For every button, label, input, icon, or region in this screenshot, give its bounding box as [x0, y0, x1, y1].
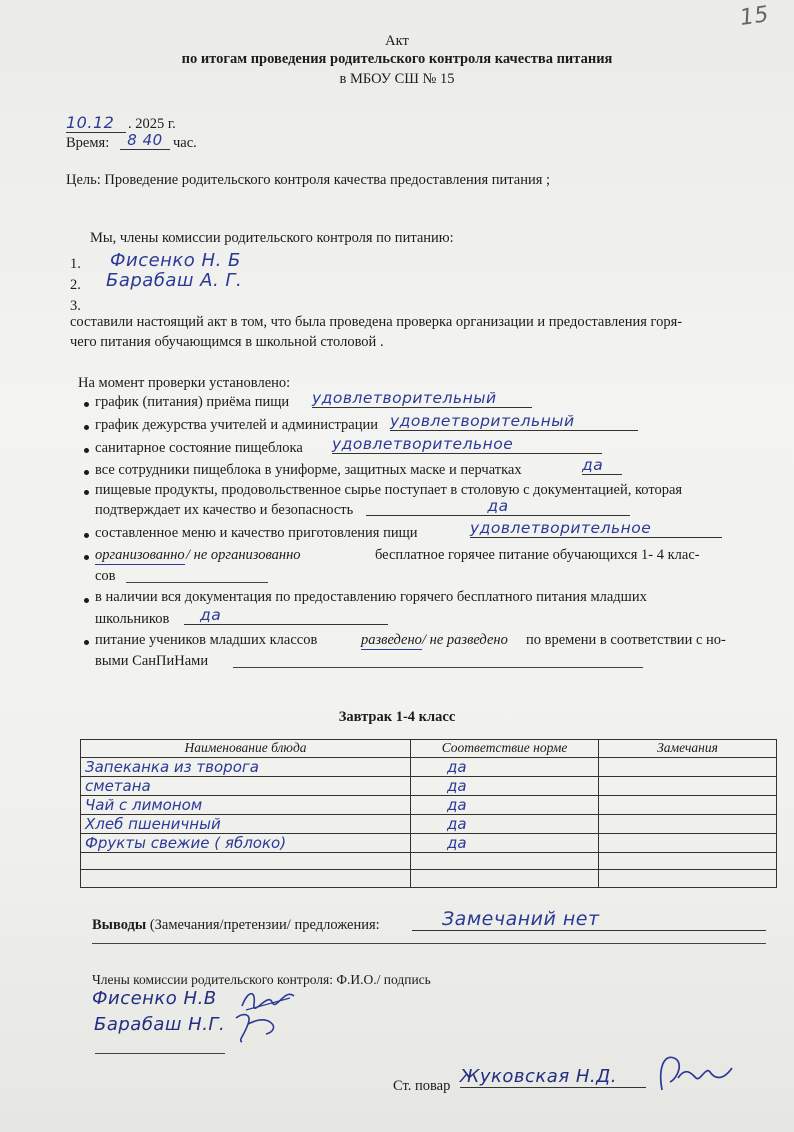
note-cell — [599, 852, 777, 870]
finding-7-text: бесплатное горячее питание обучающихся 1- 4 клас- — [375, 547, 700, 563]
bullet-4 — [84, 470, 89, 475]
conclusions-value: Замечаний нет — [412, 908, 766, 931]
bullet-5 — [84, 490, 89, 495]
findings-intro: На момент проверки установлено: — [78, 375, 291, 391]
finding-9-not-separated: / не разведено — [422, 632, 508, 648]
signature-name-1: Фисенко Н.В — [92, 988, 217, 1009]
finding-9-label: питание учеников младших классов — [95, 632, 318, 648]
finding-7-blank — [126, 582, 268, 583]
col-dish-header: Наименование блюда — [81, 740, 411, 758]
finding-4-value: да — [582, 456, 622, 475]
norm-cell — [411, 870, 599, 888]
finding-8-value: да — [184, 606, 388, 625]
norm-cell: да — [411, 795, 599, 814]
table-row — [81, 852, 777, 870]
note-cell — [599, 776, 777, 795]
conclusions-label-bold: Выводы — [92, 917, 147, 933]
note-cell — [599, 870, 777, 888]
dish-cell — [81, 870, 411, 888]
note-cell — [599, 757, 777, 776]
members-intro: Мы, члены комиссии родительского контроля по питанию: — [90, 230, 454, 246]
time-label: Время: — [66, 135, 110, 151]
breakfast-title: Завтрак 1-4 класс — [338, 709, 456, 725]
finding-7-not-organized: / не организованно — [186, 547, 301, 563]
finding-9-blank — [233, 667, 643, 668]
note-cell — [599, 795, 777, 814]
conclusions-label-rest: (Замечания/претензии/ предложения: — [146, 917, 380, 933]
corner-page-note: 15 — [738, 2, 771, 31]
dish-cell: Фрукты свежие ( яблоко) — [81, 833, 411, 852]
table-row — [81, 833, 777, 852]
date-value: 10.12 — [66, 113, 126, 133]
dish-cell: Чай с лимоном — [81, 795, 411, 814]
finding-5-value: да — [366, 497, 630, 516]
signature-scribble-2 — [230, 1010, 280, 1044]
statement-line-2: чего питания обучающимся в школьной столовой . — [70, 334, 384, 350]
doc-school: в МБОУ СШ № 15 — [339, 71, 455, 87]
member-num-3: 3. — [70, 298, 81, 314]
conclusions-label — [92, 917, 380, 934]
finding-2-value: удовлетворительный — [390, 412, 638, 431]
norm-cell: да — [411, 833, 599, 852]
note-cell — [599, 814, 777, 833]
table-row — [81, 814, 777, 833]
col-norm-header: Соответствие норме — [411, 740, 599, 758]
bullet-3 — [84, 448, 89, 453]
bullet-7 — [84, 555, 89, 560]
table-header-row — [81, 740, 777, 758]
finding-7-text-2: сов — [95, 568, 116, 584]
finding-6-value: удовлетворительное — [470, 519, 722, 538]
finding-3-value: удовлетворительное — [332, 435, 602, 454]
bullet-9 — [84, 640, 89, 645]
note-cell — [599, 833, 777, 852]
member-num-2: 2. — [70, 277, 81, 293]
table-row — [81, 757, 777, 776]
finding-9-text: по времени в соответствии с но- — [526, 632, 726, 648]
member-name-2: Барабаш А. Г. — [106, 270, 243, 291]
signature-blank-3 — [95, 1053, 225, 1054]
finding-1-value: удовлетворительный — [312, 389, 532, 408]
cook-label: Ст. повар — [393, 1078, 451, 1094]
table-row — [81, 776, 777, 795]
bullet-1 — [84, 402, 89, 407]
dish-cell — [81, 852, 411, 870]
cook-signature-scribble — [652, 1048, 738, 1096]
dish-cell: сметана — [81, 776, 411, 795]
conclusions-line-2 — [92, 943, 766, 944]
time-suffix: час. — [173, 135, 197, 151]
finding-9-text-2: выми СанПиНами — [95, 653, 209, 669]
breakfast-table — [80, 739, 777, 888]
finding-5-label: пищевые продукты, продовольственное сырье поступает в столовую с документацией, которая — [95, 482, 683, 498]
table-row — [81, 870, 777, 888]
member-num-1: 1. — [70, 256, 81, 272]
norm-cell: да — [411, 757, 599, 776]
norm-cell: да — [411, 814, 599, 833]
col-note-header: Замечания — [599, 740, 777, 758]
goal-text: Цель: Проведение родительского контроля качества предоставления питания ; — [66, 172, 551, 188]
finding-7-organized: организованно — [95, 547, 185, 563]
cook-name: Жуковская Н.Д. — [460, 1066, 646, 1088]
finding-8-label-2: школьников — [95, 611, 170, 627]
doc-title: Акт — [385, 33, 409, 49]
statement-line-1: составили настоящий акт в том, что была проведена проверка организации и предоставления горя- — [70, 314, 683, 330]
member-name-1: Фисенко Н. Б — [110, 250, 241, 271]
finding-1-label: график (питания) приёма пищи — [95, 394, 290, 410]
dish-cell: Хлеб пшеничный — [81, 814, 411, 833]
finding-9-separated: разведено — [361, 632, 422, 648]
signatures-label: Члены комиссии родительского контроля: Ф.И.О./ подпись — [92, 972, 431, 987]
finding-6-label: составленное меню и качество приготовления пищи — [95, 525, 418, 541]
finding-5-label-2: подтверждает их качество и безопасность — [95, 502, 354, 518]
date-suffix: . 2025 г. — [128, 116, 176, 132]
table-row — [81, 795, 777, 814]
finding-4-label: все сотрудники пищеблока в униформе, защитных маске и перчатках — [95, 462, 522, 478]
dish-cell: Запеканка из творога — [81, 757, 411, 776]
bullet-8 — [84, 598, 89, 603]
bullet-2 — [84, 425, 89, 430]
signature-name-2: Барабаш Н.Г. — [94, 1014, 226, 1035]
time-value: 8 40 — [120, 131, 170, 150]
finding-2-label: график дежурства учителей и администрации — [95, 417, 378, 433]
doc-subtitle: по итогам проведения родительского контроля качества питания — [181, 51, 613, 67]
bullet-6 — [84, 533, 89, 538]
finding-3-label: санитарное состояние пищеблока — [95, 440, 303, 456]
norm-cell: да — [411, 776, 599, 795]
norm-cell — [411, 852, 599, 870]
finding-8-label: в наличии вся документация по предоставлению горячего бесплатного питания младших — [95, 589, 647, 605]
